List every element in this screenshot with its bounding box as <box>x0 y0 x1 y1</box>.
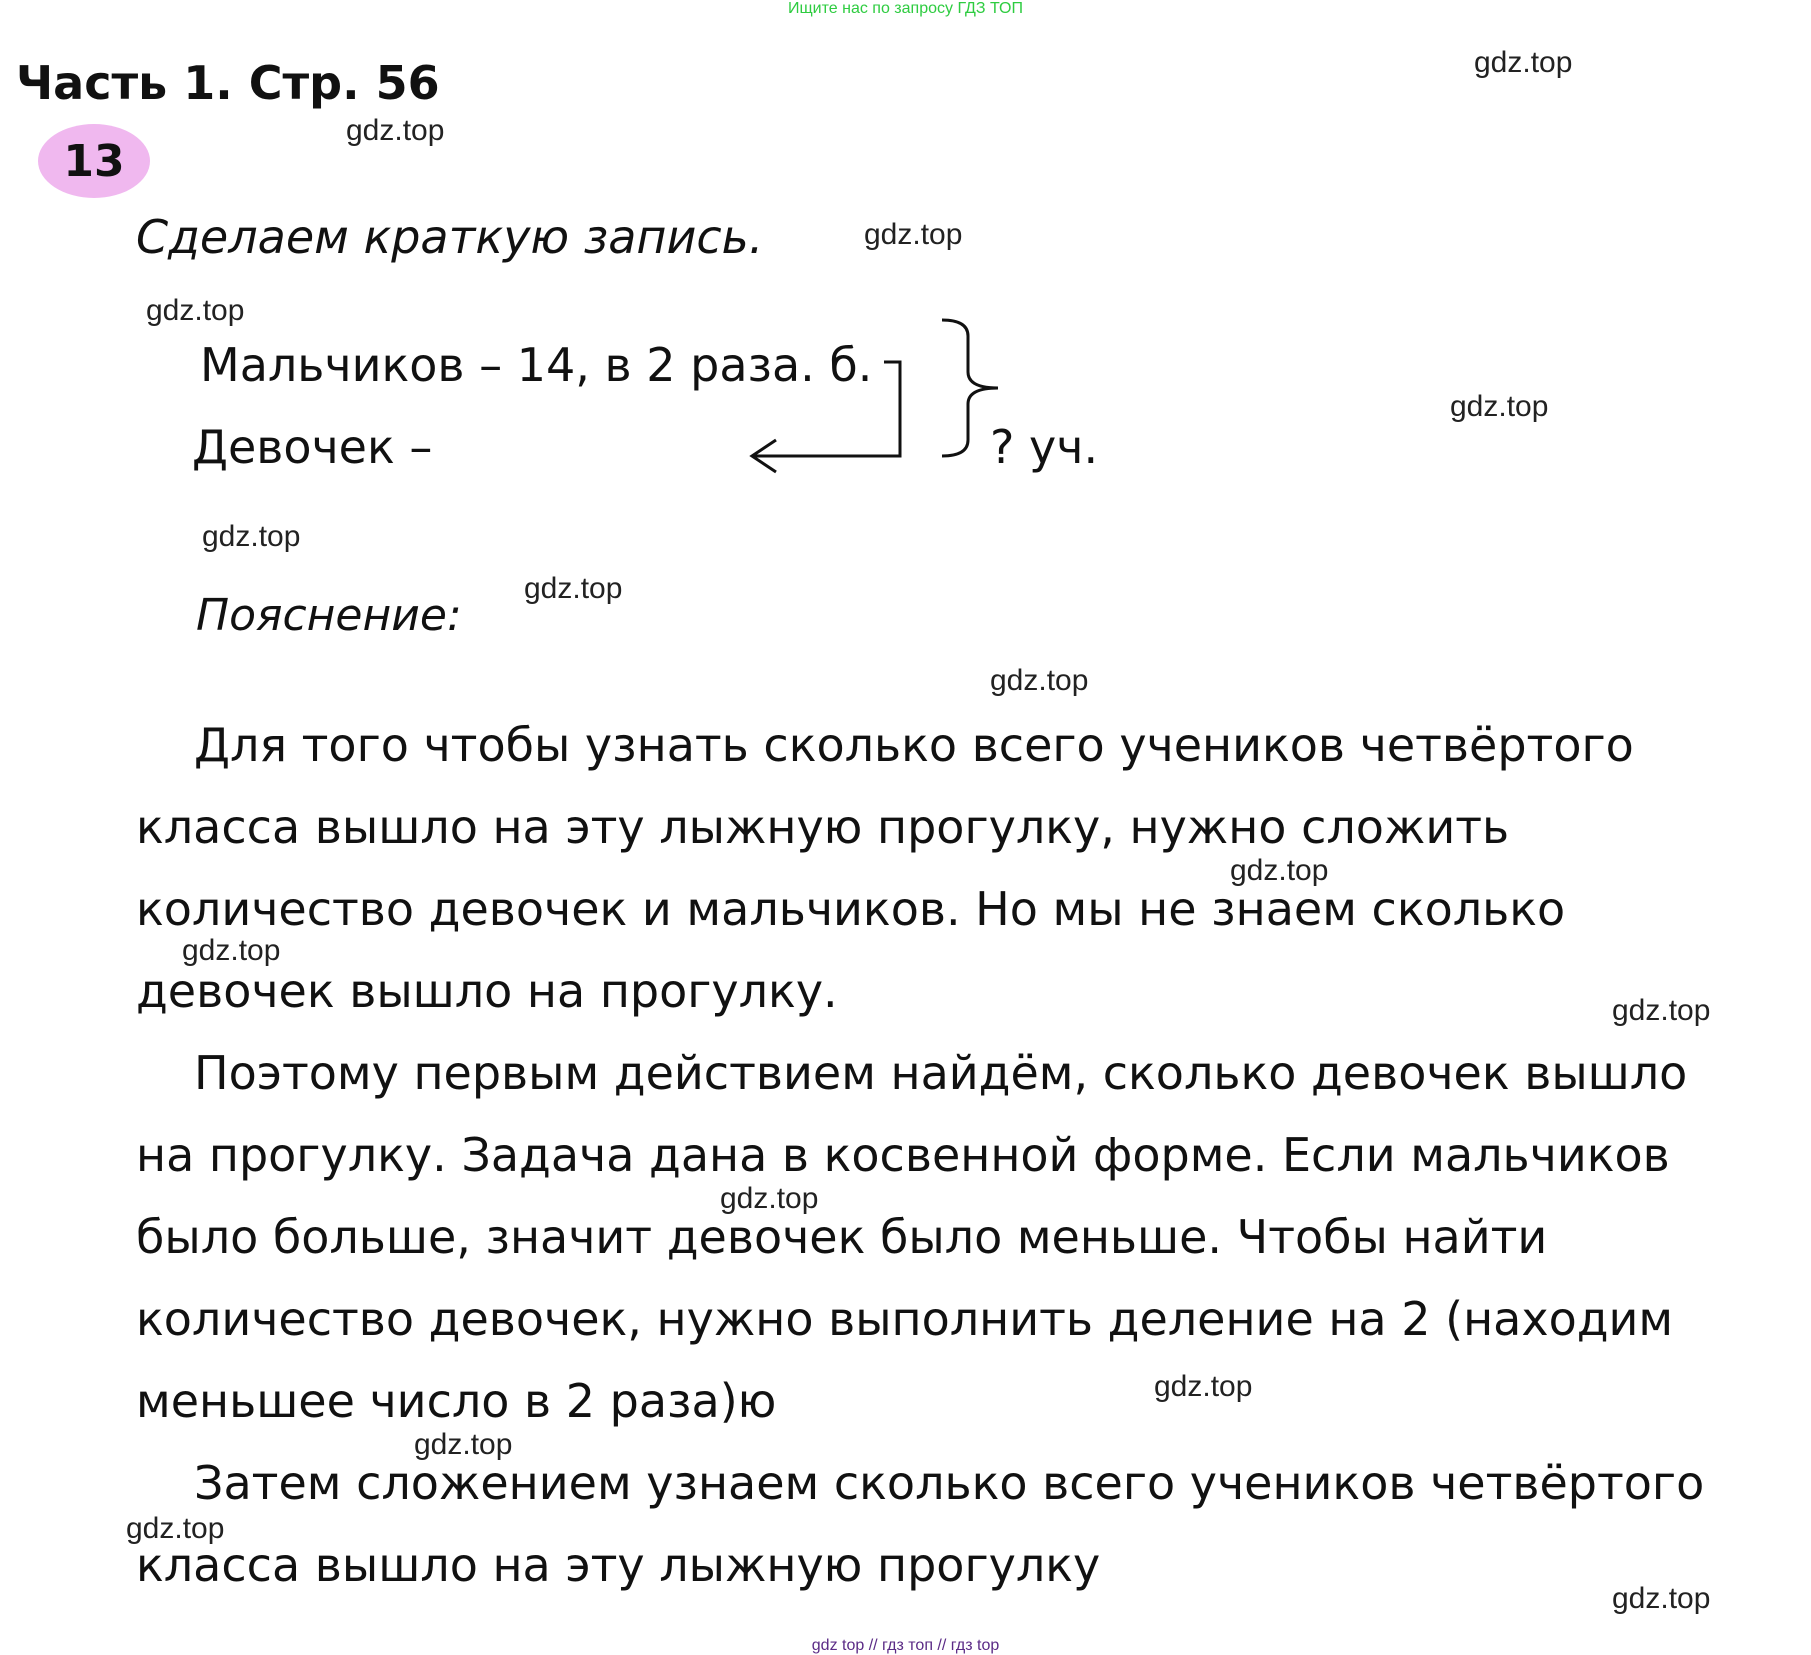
watermark: gdz.top <box>990 664 1089 697</box>
paragraph-line: количество девочек и мальчиков. Но мы не знаем сколько <box>136 882 1566 936</box>
boys-line: Мальчиков – 14, в 2 раза. б. <box>200 338 873 392</box>
paragraph-line: было больше, значит девочек было меньше. Чтобы найти <box>136 1210 1548 1264</box>
watermark: gdz.top <box>720 1182 819 1215</box>
paragraph-line: меньшее число в 2 раза)ю <box>136 1374 777 1428</box>
watermark: gdz.top <box>182 934 281 967</box>
paragraph-line: девочек вышло на прогулку. <box>136 964 838 1018</box>
watermark: gdz.top <box>202 520 301 553</box>
watermark: gdz.top <box>1230 854 1329 887</box>
watermark: gdz.top <box>126 1512 225 1545</box>
brace-icon <box>942 320 998 456</box>
paragraph-line: на прогулку. Задача дана в косвенной форме. Если мальчиков <box>136 1128 1670 1182</box>
paragraph-line: количество девочек, нужно выполнить деление на 2 (находим <box>136 1292 1674 1346</box>
question-label: ? уч. <box>990 420 1099 474</box>
paragraph-line: Затем сложением узнаем сколько всего учеников четвёртого <box>194 1456 1705 1510</box>
watermark: gdz.top <box>1154 1370 1253 1403</box>
watermark: gdz.top <box>864 218 963 251</box>
watermark: gdz.top <box>414 1428 513 1461</box>
paragraph-line: Для того чтобы узнать сколько всего учеников четвёртого <box>194 718 1634 772</box>
watermark: gdz.top <box>1450 390 1549 423</box>
footer-watermark: gdz top // гдз топ // гдз top <box>811 1637 1000 1654</box>
watermark: gdz.top <box>1474 46 1573 79</box>
page-title: Часть 1. Стр. 56 <box>16 56 440 110</box>
girls-line: Девочек – <box>192 420 433 474</box>
paragraph-line: класса вышло на эту лыжную прогулку, нужно сложить <box>136 800 1510 854</box>
watermark: gdz.top <box>1612 1582 1711 1615</box>
task-number: 13 <box>63 135 125 187</box>
top-banner: Ищите нас по запросу ГДЗ ТОП <box>788 0 1023 17</box>
watermark: gdz.top <box>146 294 245 327</box>
explanation-heading: Пояснение: <box>196 590 462 641</box>
watermark: gdz.top <box>346 114 445 147</box>
paragraph-line: Поэтому первым действием найдём, сколько девочек вышло <box>194 1046 1688 1100</box>
short-record-heading: Сделаем краткую запись. <box>136 210 764 264</box>
watermark: gdz.top <box>1612 994 1711 1027</box>
watermark: gdz.top <box>524 572 623 605</box>
paragraph-line: класса вышло на эту лыжную прогулку <box>136 1538 1101 1592</box>
